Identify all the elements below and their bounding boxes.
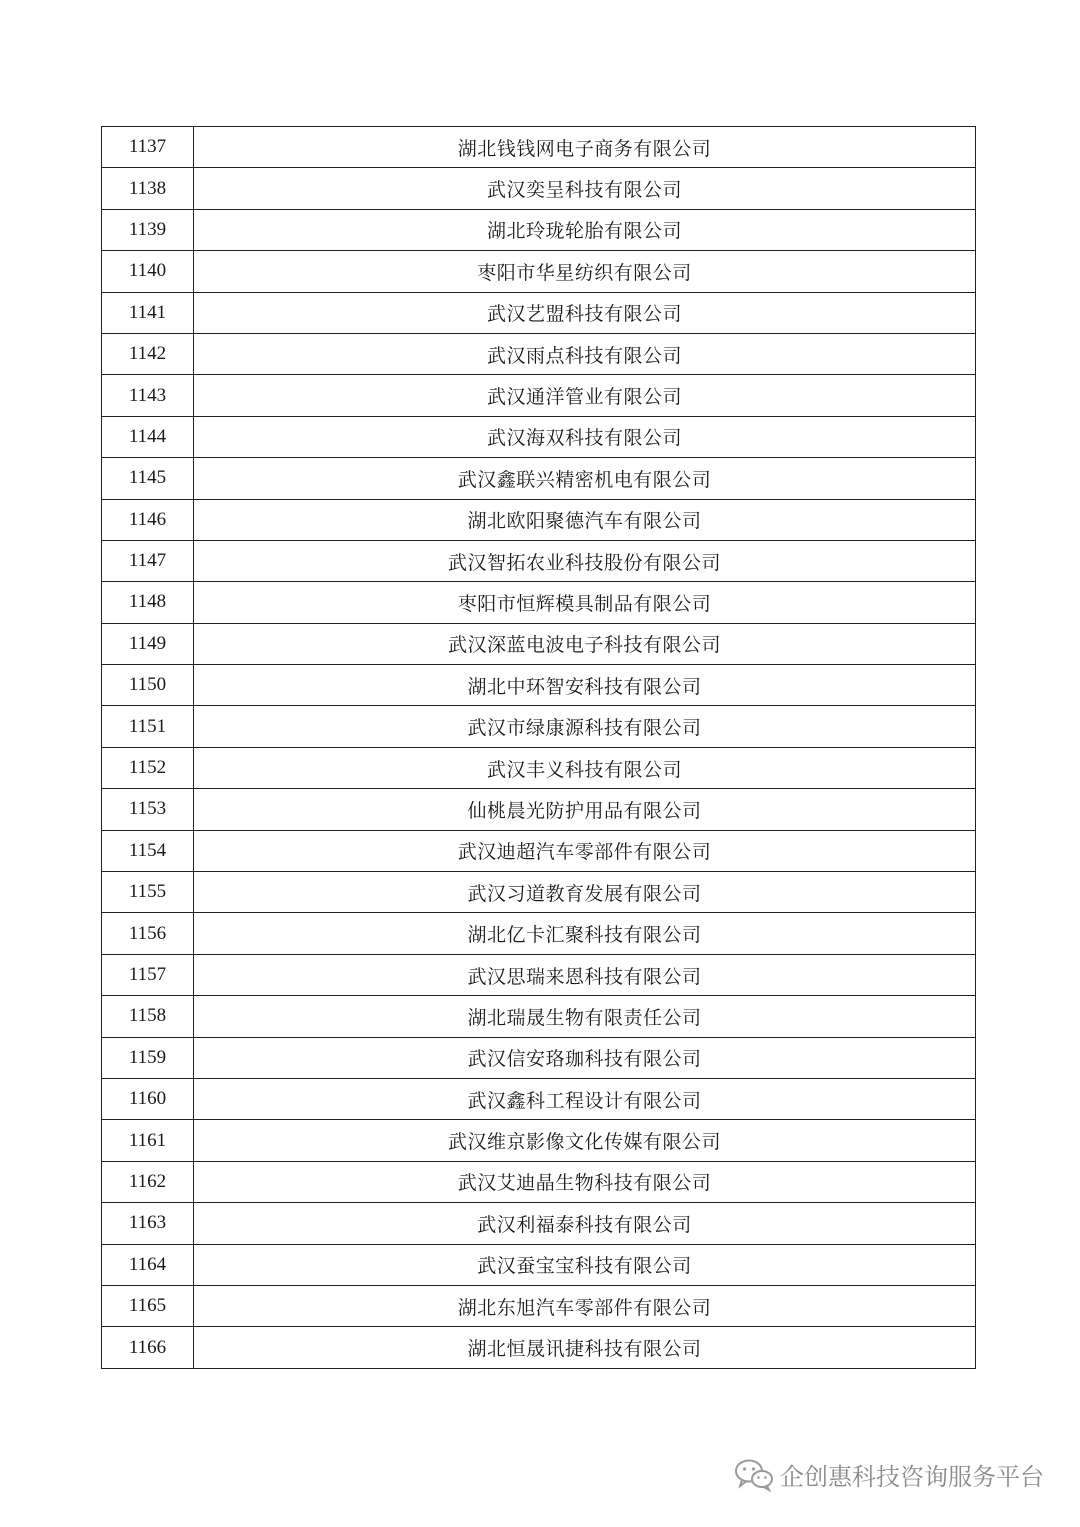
table-row bbox=[102, 1244, 976, 1285]
row-number: 1161 bbox=[102, 1120, 194, 1161]
table-row bbox=[102, 1037, 976, 1078]
table-row bbox=[102, 665, 976, 706]
wechat-icon bbox=[734, 1458, 774, 1492]
table-row bbox=[102, 168, 976, 209]
company-name: 武汉通洋管业有限公司 bbox=[194, 375, 976, 416]
row-number: 1155 bbox=[102, 872, 194, 913]
row-number: 1160 bbox=[102, 1078, 194, 1119]
company-name: 武汉迪超汽车零部件有限公司 bbox=[194, 830, 976, 871]
company-name: 武汉利福泰科技有限公司 bbox=[194, 1203, 976, 1244]
company-name: 武汉思瑞来恩科技有限公司 bbox=[194, 954, 976, 995]
row-number: 1163 bbox=[102, 1203, 194, 1244]
row-number: 1164 bbox=[102, 1244, 194, 1285]
company-name: 湖北钱钱网电子商务有限公司 bbox=[194, 127, 976, 168]
row-number: 1149 bbox=[102, 623, 194, 664]
company-name: 武汉市绿康源科技有限公司 bbox=[194, 706, 976, 747]
table-row bbox=[102, 1203, 976, 1244]
company-name: 武汉艺盟科技有限公司 bbox=[194, 292, 976, 333]
row-number: 1141 bbox=[102, 292, 194, 333]
row-number: 1143 bbox=[102, 375, 194, 416]
row-number: 1151 bbox=[102, 706, 194, 747]
table-row bbox=[102, 830, 976, 871]
table-row bbox=[102, 375, 976, 416]
row-number: 1145 bbox=[102, 458, 194, 499]
company-name: 武汉鑫科工程设计有限公司 bbox=[194, 1078, 976, 1119]
table-row bbox=[102, 954, 976, 995]
row-number: 1140 bbox=[102, 251, 194, 292]
table-row bbox=[102, 1120, 976, 1161]
company-name: 湖北中环智安科技有限公司 bbox=[194, 665, 976, 706]
company-name: 武汉习道教育发展有限公司 bbox=[194, 872, 976, 913]
table-row bbox=[102, 499, 976, 540]
company-name: 湖北欧阳聚德汽车有限公司 bbox=[194, 499, 976, 540]
row-number: 1150 bbox=[102, 665, 194, 706]
company-list-table bbox=[101, 126, 976, 1369]
row-number: 1152 bbox=[102, 747, 194, 788]
company-name: 枣阳市华星纺织有限公司 bbox=[194, 251, 976, 292]
row-number: 1138 bbox=[102, 168, 194, 209]
company-name: 枣阳市恒辉模具制品有限公司 bbox=[194, 582, 976, 623]
row-number: 1153 bbox=[102, 789, 194, 830]
company-name: 湖北东旭汽车零部件有限公司 bbox=[194, 1285, 976, 1326]
table-row bbox=[102, 582, 976, 623]
row-number: 1137 bbox=[102, 127, 194, 168]
table-row bbox=[102, 872, 976, 913]
company-name: 武汉海双科技有限公司 bbox=[194, 416, 976, 457]
company-name: 湖北瑞晟生物有限责任公司 bbox=[194, 996, 976, 1037]
table-body bbox=[102, 127, 976, 1369]
row-number: 1148 bbox=[102, 582, 194, 623]
row-number: 1147 bbox=[102, 540, 194, 581]
company-name: 武汉奕呈科技有限公司 bbox=[194, 168, 976, 209]
company-name: 武汉信安珞珈科技有限公司 bbox=[194, 1037, 976, 1078]
table-row bbox=[102, 789, 976, 830]
row-number: 1166 bbox=[102, 1327, 194, 1368]
table-row bbox=[102, 209, 976, 250]
company-name: 武汉鑫联兴精密机电有限公司 bbox=[194, 458, 976, 499]
row-number: 1165 bbox=[102, 1285, 194, 1326]
company-name: 武汉丰义科技有限公司 bbox=[194, 747, 976, 788]
table-row bbox=[102, 1078, 976, 1119]
watermark-text: 企创惠科技咨询服务平台 bbox=[780, 1463, 1044, 1491]
table-row bbox=[102, 706, 976, 747]
table-row bbox=[102, 913, 976, 954]
table-row bbox=[102, 1327, 976, 1368]
company-name: 武汉艾迪晶生物科技有限公司 bbox=[194, 1161, 976, 1202]
row-number: 1158 bbox=[102, 996, 194, 1037]
row-number: 1157 bbox=[102, 954, 194, 995]
company-name: 湖北玲珑轮胎有限公司 bbox=[194, 209, 976, 250]
table-row bbox=[102, 458, 976, 499]
table-row bbox=[102, 292, 976, 333]
table-row bbox=[102, 623, 976, 664]
company-name: 武汉深蓝电波电子科技有限公司 bbox=[194, 623, 976, 664]
company-name: 武汉智拓农业科技股份有限公司 bbox=[194, 540, 976, 581]
row-number: 1144 bbox=[102, 416, 194, 457]
company-name: 武汉雨点科技有限公司 bbox=[194, 333, 976, 374]
table-row bbox=[102, 996, 976, 1037]
table-row bbox=[102, 333, 976, 374]
row-number: 1154 bbox=[102, 830, 194, 871]
table-row bbox=[102, 747, 976, 788]
table-row bbox=[102, 127, 976, 168]
row-number: 1146 bbox=[102, 499, 194, 540]
watermark bbox=[734, 1457, 1044, 1492]
table-row bbox=[102, 251, 976, 292]
table-row bbox=[102, 416, 976, 457]
row-number: 1139 bbox=[102, 209, 194, 250]
company-name: 仙桃晨光防护用品有限公司 bbox=[194, 789, 976, 830]
row-number: 1156 bbox=[102, 913, 194, 954]
company-name: 湖北恒晟讯捷科技有限公司 bbox=[194, 1327, 976, 1368]
row-number: 1159 bbox=[102, 1037, 194, 1078]
company-name: 武汉维京影像文化传媒有限公司 bbox=[194, 1120, 976, 1161]
table-row bbox=[102, 1161, 976, 1202]
table-row bbox=[102, 1285, 976, 1326]
company-name: 湖北亿卡汇聚科技有限公司 bbox=[194, 913, 976, 954]
table-row bbox=[102, 540, 976, 581]
row-number: 1142 bbox=[102, 333, 194, 374]
company-name: 武汉蚕宝宝科技有限公司 bbox=[194, 1244, 976, 1285]
row-number: 1162 bbox=[102, 1161, 194, 1202]
